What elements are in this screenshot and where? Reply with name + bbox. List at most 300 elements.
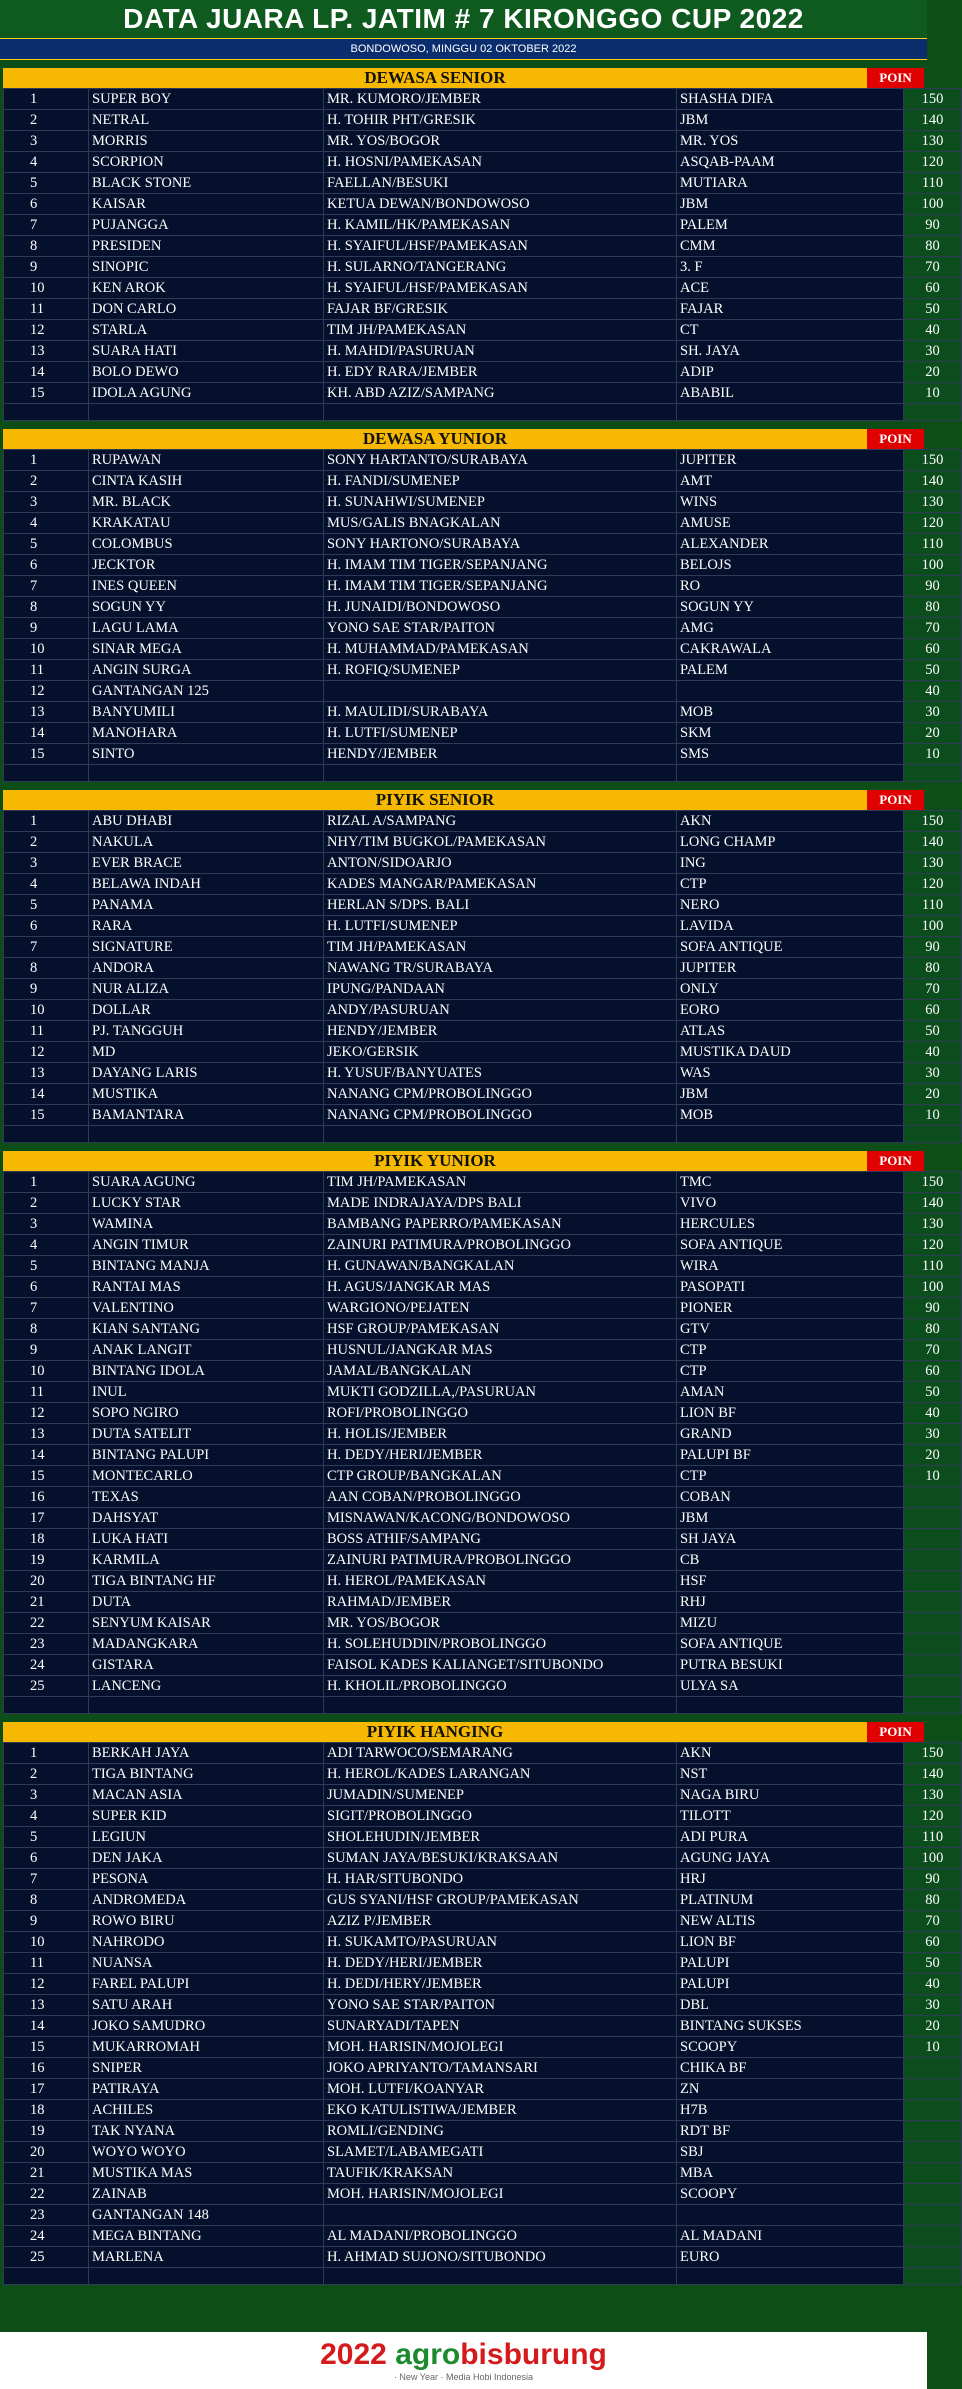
table-row: [4, 1634, 962, 1655]
owner-cell: ADI TARWOCO/SEMARANG: [324, 1743, 677, 1764]
section-piyik-yunior: [3, 1151, 944, 1714]
bird-name-cell: BERKAH JAYA: [89, 1743, 324, 1764]
table-row: [4, 1995, 962, 2016]
table-row: [4, 2184, 962, 2205]
rank-cell: 8: [4, 597, 89, 618]
table-row: [4, 534, 962, 555]
poin-cell: 130: [904, 492, 962, 513]
rank-cell: 17: [4, 2079, 89, 2100]
rank-cell: 8: [4, 236, 89, 257]
page-title: DATA JUARA LP. JATIM # 7 KIRONGGO CUP 2022: [0, 0, 927, 38]
poin-cell: 70: [904, 257, 962, 278]
owner-cell: H. SYAIFUL/HSF/PAMEKASAN: [324, 278, 677, 299]
team-cell: JBM: [677, 1508, 904, 1529]
poin-header: POIN: [867, 790, 924, 810]
poin-cell: 50: [904, 1953, 962, 1974]
bird-name-cell: LUKA HATI: [89, 1529, 324, 1550]
poin-cell: 60: [904, 639, 962, 660]
rank-cell: 18: [4, 1529, 89, 1550]
table-row: [4, 2016, 962, 2037]
poin-cell: 130: [904, 131, 962, 152]
owner-cell: KH. ABD AZIZ/SAMPANG: [324, 383, 677, 404]
table-row: [4, 1743, 962, 1764]
table-row: [4, 2121, 962, 2142]
logo-sub: · New Year ·: [393, 2371, 444, 2382]
team-cell: MIZU: [677, 1613, 904, 1634]
poin-cell: 100: [904, 555, 962, 576]
table-row: [4, 853, 962, 874]
rank-cell: 9: [4, 257, 89, 278]
owner-cell: H. HAR/SITUBONDO: [324, 1869, 677, 1890]
owner-cell: ZAINURI PATIMURA/PROBOLINGGO: [324, 1550, 677, 1571]
footer: [0, 2332, 927, 2389]
rank-cell: 14: [4, 2016, 89, 2037]
table-row: [4, 1277, 962, 1298]
table-row: [4, 1676, 962, 1697]
team-cell: ASQAB-PAAM: [677, 152, 904, 173]
table-row: [4, 1487, 962, 1508]
team-cell: SCOOPY: [677, 2184, 904, 2205]
rank-cell: 15: [4, 1466, 89, 1487]
poin-cell: [904, 1508, 962, 1529]
table-row: [4, 257, 962, 278]
poin-cell: 110: [904, 895, 962, 916]
poin-cell: 20: [904, 2016, 962, 2037]
rank-cell: 14: [4, 1084, 89, 1105]
table-row: [4, 1848, 962, 1869]
poin-cell: [904, 2142, 962, 2163]
poin-cell: 140: [904, 1764, 962, 1785]
team-cell: AMUSE: [677, 513, 904, 534]
team-cell: ADIP: [677, 362, 904, 383]
rank-cell: 13: [4, 1063, 89, 1084]
team-cell: AL MADANI: [677, 2226, 904, 2247]
poin-cell: 150: [904, 89, 962, 110]
rank-cell: 2: [4, 471, 89, 492]
table-row: [4, 832, 962, 853]
owner-cell: KETUA DEWAN/BONDOWOSO: [324, 194, 677, 215]
rank-cell: 1: [4, 89, 89, 110]
table-row: [4, 152, 962, 173]
spacer-cell: [904, 1697, 962, 1714]
table-row: [4, 874, 962, 895]
poin-header: POIN: [867, 1722, 924, 1742]
rank-cell: 8: [4, 958, 89, 979]
owner-cell: [324, 681, 677, 702]
team-cell: ACE: [677, 278, 904, 299]
bird-name-cell: ACHILES: [89, 2100, 324, 2121]
team-cell: LION BF: [677, 1403, 904, 1424]
rank-cell: 1: [4, 1172, 89, 1193]
rank-cell: 20: [4, 2142, 89, 2163]
team-cell: SBJ: [677, 2142, 904, 2163]
team-cell: AKN: [677, 811, 904, 832]
section-title: PIYIK HANGING: [3, 1722, 867, 1742]
rank-cell: 14: [4, 362, 89, 383]
bird-name-cell: WAMINA: [89, 1214, 324, 1235]
owner-cell: NANANG CPM/PROBOLINGGO: [324, 1105, 677, 1126]
table-row: [4, 1550, 962, 1571]
owner-cell: H. HOSNI/PAMEKASAN: [324, 152, 677, 173]
team-cell: ULYA SA: [677, 1676, 904, 1697]
table-row: [4, 1592, 962, 1613]
poin-cell: [904, 2079, 962, 2100]
poin-cell: 150: [904, 1743, 962, 1764]
section-title: DEWASA SENIOR: [3, 68, 867, 88]
bird-name-cell: MONTECARLO: [89, 1466, 324, 1487]
owner-cell: H. SUKAMTO/PASURUAN: [324, 1932, 677, 1953]
team-cell: MBA: [677, 2163, 904, 2184]
owner-cell: CTP GROUP/BANGKALAN: [324, 1466, 677, 1487]
poin-cell: 40: [904, 1403, 962, 1424]
table-row: [4, 639, 962, 660]
team-cell: ATLAS: [677, 1021, 904, 1042]
bird-name-cell: SENYUM KAISAR: [89, 1613, 324, 1634]
poin-cell: 50: [904, 1021, 962, 1042]
poin-cell: [904, 1571, 962, 1592]
poin-cell: 50: [904, 660, 962, 681]
table-row: [4, 383, 962, 404]
bird-name-cell: EVER BRACE: [89, 853, 324, 874]
rank-cell: 16: [4, 1487, 89, 1508]
rank-cell: 22: [4, 1613, 89, 1634]
table-row: [4, 555, 962, 576]
owner-cell: MISNAWAN/KACONG/BONDOWOSO: [324, 1508, 677, 1529]
bird-name-cell: PJ. TANGGUH: [89, 1021, 324, 1042]
brand-logo: [320, 2337, 607, 2382]
rank-cell: 9: [4, 618, 89, 639]
rank-cell: 3: [4, 1214, 89, 1235]
table-row: [4, 723, 962, 744]
owner-cell: H. IMAM TIM TIGER/SEPANJANG: [324, 555, 677, 576]
poin-cell: 20: [904, 1084, 962, 1105]
team-cell: CAKRAWALA: [677, 639, 904, 660]
owner-cell: AL MADANI/PROBOLINGGO: [324, 2226, 677, 2247]
spacer-row: [4, 404, 962, 421]
rank-cell: 12: [4, 1403, 89, 1424]
rank-cell: 14: [4, 723, 89, 744]
bird-name-cell: RUPAWAN: [89, 450, 324, 471]
table-row: [4, 215, 962, 236]
poin-cell: 20: [904, 1445, 962, 1466]
team-cell: SH JAYA: [677, 1529, 904, 1550]
spacer-cell: [89, 404, 324, 421]
bird-name-cell: TIGA BINTANG HF: [89, 1571, 324, 1592]
team-cell: WIRA: [677, 1256, 904, 1277]
bird-name-cell: PUJANGGA: [89, 215, 324, 236]
rank-cell: 7: [4, 576, 89, 597]
poin-cell: 150: [904, 450, 962, 471]
owner-cell: ROFI/PROBOLINGGO: [324, 1403, 677, 1424]
table-row: [4, 1655, 962, 1676]
bird-name-cell: MUSTIKA MAS: [89, 2163, 324, 2184]
owner-cell: MOH. HARISIN/MOJOLEGI: [324, 2184, 677, 2205]
team-cell: ZN: [677, 2079, 904, 2100]
rank-cell: 3: [4, 492, 89, 513]
team-cell: PALUPI: [677, 1974, 904, 1995]
owner-cell: H. MAHDI/PASURUAN: [324, 341, 677, 362]
poin-cell: 30: [904, 702, 962, 723]
table-row: [4, 236, 962, 257]
bird-name-cell: ANGIN SURGA: [89, 660, 324, 681]
table-row: [4, 1785, 962, 1806]
poin-cell: 80: [904, 1319, 962, 1340]
team-cell: GTV: [677, 1319, 904, 1340]
table-row: [4, 1571, 962, 1592]
owner-cell: MOH. HARISIN/MOJOLEGI: [324, 2037, 677, 2058]
bird-name-cell: KAISAR: [89, 194, 324, 215]
owner-cell: MADE INDRAJAYA/DPS BALI: [324, 1193, 677, 1214]
rank-cell: 16: [4, 2058, 89, 2079]
team-cell: MR. YOS: [677, 131, 904, 152]
poin-cell: 60: [904, 1361, 962, 1382]
bird-name-cell: TIGA BINTANG: [89, 1764, 324, 1785]
spacer-cell: [4, 2268, 89, 2285]
table-row: [4, 194, 962, 215]
bird-name-cell: LAGU LAMA: [89, 618, 324, 639]
bird-name-cell: PATIRAYA: [89, 2079, 324, 2100]
spacer-cell: [904, 1126, 962, 1143]
rank-cell: 15: [4, 2037, 89, 2058]
table-row: [4, 513, 962, 534]
team-cell: PALUPI BF: [677, 1445, 904, 1466]
poin-cell: 100: [904, 1277, 962, 1298]
owner-cell: H. SULARNO/TANGERANG: [324, 257, 677, 278]
table-row: [4, 2163, 962, 2184]
bird-name-cell: SCORPION: [89, 152, 324, 173]
rank-cell: 24: [4, 1655, 89, 1676]
spacer-cell: [4, 765, 89, 782]
rank-cell: 9: [4, 1340, 89, 1361]
owner-cell: RIZAL A/SAMPANG: [324, 811, 677, 832]
poin-cell: 20: [904, 362, 962, 383]
team-cell: LAVIDA: [677, 916, 904, 937]
team-cell: CHIKA BF: [677, 2058, 904, 2079]
team-cell: ALEXANDER: [677, 534, 904, 555]
rank-cell: 10: [4, 1932, 89, 1953]
owner-cell: H. DEDI/HERY/JEMBER: [324, 1974, 677, 1995]
table-row: [4, 1105, 962, 1126]
team-cell: NEW ALTIS: [677, 1911, 904, 1932]
table-row: [4, 1214, 962, 1235]
owner-cell: H. MAULIDI/SURABAYA: [324, 702, 677, 723]
section-title: PIYIK YUNIOR: [3, 1151, 867, 1171]
bird-name-cell: ANAK LANGIT: [89, 1340, 324, 1361]
owner-cell: H. ROFIQ/SUMENEP: [324, 660, 677, 681]
owner-cell: AAN COBAN/PROBOLINGGO: [324, 1487, 677, 1508]
bird-name-cell: ANGIN TIMUR: [89, 1235, 324, 1256]
bird-name-cell: BLACK STONE: [89, 173, 324, 194]
poin-cell: 10: [904, 2037, 962, 2058]
table-row: [4, 1084, 962, 1105]
bird-name-cell: MANOHARA: [89, 723, 324, 744]
team-cell: JBM: [677, 110, 904, 131]
bird-name-cell: MEGA BINTANG: [89, 2226, 324, 2247]
bird-name-cell: MD: [89, 1042, 324, 1063]
poin-cell: 140: [904, 1193, 962, 1214]
team-cell: MOB: [677, 702, 904, 723]
rank-cell: 2: [4, 110, 89, 131]
poin-cell: 70: [904, 618, 962, 639]
owner-cell: HUSNUL/JANGKAR MAS: [324, 1340, 677, 1361]
bird-name-cell: ZAINAB: [89, 2184, 324, 2205]
bird-name-cell: BANYUMILI: [89, 702, 324, 723]
table-row: [4, 173, 962, 194]
bird-name-cell: JOKO SAMUDRO: [89, 2016, 324, 2037]
bird-name-cell: MARLENA: [89, 2247, 324, 2268]
owner-cell: H. HEROL/PAMEKASAN: [324, 1571, 677, 1592]
poin-cell: 10: [904, 1466, 962, 1487]
team-cell: [677, 2205, 904, 2226]
bird-name-cell: INES QUEEN: [89, 576, 324, 597]
team-cell: SCOOPY: [677, 2037, 904, 2058]
rank-cell: 25: [4, 1676, 89, 1697]
team-cell: JUPITER: [677, 450, 904, 471]
owner-cell: GUS SYANI/HSF GROUP/PAMEKASAN: [324, 1890, 677, 1911]
table-row: [4, 471, 962, 492]
bird-name-cell: GISTARA: [89, 1655, 324, 1676]
owner-cell: AZIZ P/JEMBER: [324, 1911, 677, 1932]
section-header: [3, 68, 924, 88]
rank-cell: 11: [4, 660, 89, 681]
bird-name-cell: SUPER KID: [89, 1806, 324, 1827]
bird-name-cell: RANTAI MAS: [89, 1277, 324, 1298]
poin-cell: 40: [904, 1974, 962, 1995]
bird-name-cell: INUL: [89, 1382, 324, 1403]
rank-cell: 7: [4, 1298, 89, 1319]
bird-name-cell: MUKARROMAH: [89, 2037, 324, 2058]
team-cell: JBM: [677, 194, 904, 215]
table-row: [4, 681, 962, 702]
team-cell: H7B: [677, 2100, 904, 2121]
table-row: [4, 1445, 962, 1466]
owner-cell: MUS/GALIS BNAGKALAN: [324, 513, 677, 534]
owner-cell: H. YUSUF/BANYUATES: [324, 1063, 677, 1084]
table-row: [4, 576, 962, 597]
table-row: [4, 1256, 962, 1277]
poin-cell: [904, 2247, 962, 2268]
bird-name-cell: SINAR MEGA: [89, 639, 324, 660]
rank-cell: 23: [4, 1634, 89, 1655]
poin-cell: 120: [904, 152, 962, 173]
rank-cell: 10: [4, 639, 89, 660]
team-cell: NAGA BIRU: [677, 1785, 904, 1806]
rank-cell: 5: [4, 895, 89, 916]
poin-cell: 130: [904, 1214, 962, 1235]
rank-cell: 12: [4, 681, 89, 702]
team-cell: TMC: [677, 1172, 904, 1193]
table-row: [4, 2100, 962, 2121]
rank-cell: 10: [4, 278, 89, 299]
bird-name-cell: SUARA HATI: [89, 341, 324, 362]
rank-cell: 7: [4, 215, 89, 236]
rank-cell: 6: [4, 555, 89, 576]
section-header: [3, 429, 924, 449]
owner-cell: H. LUTFI/SUMENEP: [324, 916, 677, 937]
bird-name-cell: JECKTOR: [89, 555, 324, 576]
poin-cell: [904, 1550, 962, 1571]
bird-name-cell: VALENTINO: [89, 1298, 324, 1319]
owner-cell: H. IMAM TIM TIGER/SEPANJANG: [324, 576, 677, 597]
table-row: [4, 2037, 962, 2058]
owner-cell: H. GUNAWAN/BANGKALAN: [324, 1256, 677, 1277]
section-header: [3, 1722, 924, 1742]
poin-cell: [904, 1613, 962, 1634]
owner-cell: H. TOHIR PHT/GRESIK: [324, 110, 677, 131]
table-row: [4, 1508, 962, 1529]
team-cell: PASOPATI: [677, 1277, 904, 1298]
spacer-row: [4, 2268, 962, 2285]
bird-name-cell: BOLO DEWO: [89, 362, 324, 383]
team-cell: AMAN: [677, 1382, 904, 1403]
team-cell: CTP: [677, 1340, 904, 1361]
owner-cell: H. KHOLIL/PROBOLINGGO: [324, 1676, 677, 1697]
rank-cell: 6: [4, 194, 89, 215]
owner-cell: H. FANDI/SUMENEP: [324, 471, 677, 492]
table-row: [4, 110, 962, 131]
poin-cell: [904, 2058, 962, 2079]
owner-cell: MR. KUMORO/JEMBER: [324, 89, 677, 110]
bird-name-cell: BAMANTARA: [89, 1105, 324, 1126]
bird-name-cell: RARA: [89, 916, 324, 937]
spacer-cell: [89, 1126, 324, 1143]
poin-cell: 30: [904, 341, 962, 362]
poin-cell: [904, 2226, 962, 2247]
table-row: [4, 1319, 962, 1340]
owner-cell: SONY HARTANTO/SURABAYA: [324, 450, 677, 471]
spacer-row: [4, 1697, 962, 1714]
owner-cell: NAWANG TR/SURABAYA: [324, 958, 677, 979]
rank-cell: 12: [4, 1974, 89, 1995]
bird-name-cell: KRAKATAU: [89, 513, 324, 534]
table-row: [4, 299, 962, 320]
poin-cell: 110: [904, 1827, 962, 1848]
bird-name-cell: SUARA AGUNG: [89, 1172, 324, 1193]
owner-cell: H. EDY RARA/JEMBER: [324, 362, 677, 383]
owner-cell: H. LUTFI/SUMENEP: [324, 723, 677, 744]
poin-cell: 20: [904, 723, 962, 744]
team-cell: TILOTT: [677, 1806, 904, 1827]
spacer-cell: [677, 1126, 904, 1143]
rank-cell: 5: [4, 534, 89, 555]
rank-cell: 11: [4, 1021, 89, 1042]
poin-cell: 120: [904, 1235, 962, 1256]
bird-name-cell: KIAN SANTANG: [89, 1319, 324, 1340]
rank-cell: 4: [4, 874, 89, 895]
rank-cell: 6: [4, 1848, 89, 1869]
owner-cell: FAISOL KADES KALIANGET/SITUBONDO: [324, 1655, 677, 1676]
poin-cell: [904, 2121, 962, 2142]
team-cell: PALEM: [677, 660, 904, 681]
bird-name-cell: MADANGKARA: [89, 1634, 324, 1655]
rank-cell: 11: [4, 299, 89, 320]
table-row: [4, 811, 962, 832]
team-cell: BELOJS: [677, 555, 904, 576]
team-cell: SMS: [677, 744, 904, 765]
poin-cell: 40: [904, 1042, 962, 1063]
team-cell: PUTRA BESUKI: [677, 1655, 904, 1676]
spacer-cell: [677, 404, 904, 421]
rank-cell: 1: [4, 811, 89, 832]
team-cell: PIONER: [677, 1298, 904, 1319]
table-row: [4, 1340, 962, 1361]
rank-cell: 22: [4, 2184, 89, 2205]
results-table: [3, 810, 962, 1143]
table-row: [4, 1235, 962, 1256]
owner-cell: SLAMET/LABAMEGATI: [324, 2142, 677, 2163]
team-cell: AGUNG JAYA: [677, 1848, 904, 1869]
bird-name-cell: GANTANGAN 125: [89, 681, 324, 702]
